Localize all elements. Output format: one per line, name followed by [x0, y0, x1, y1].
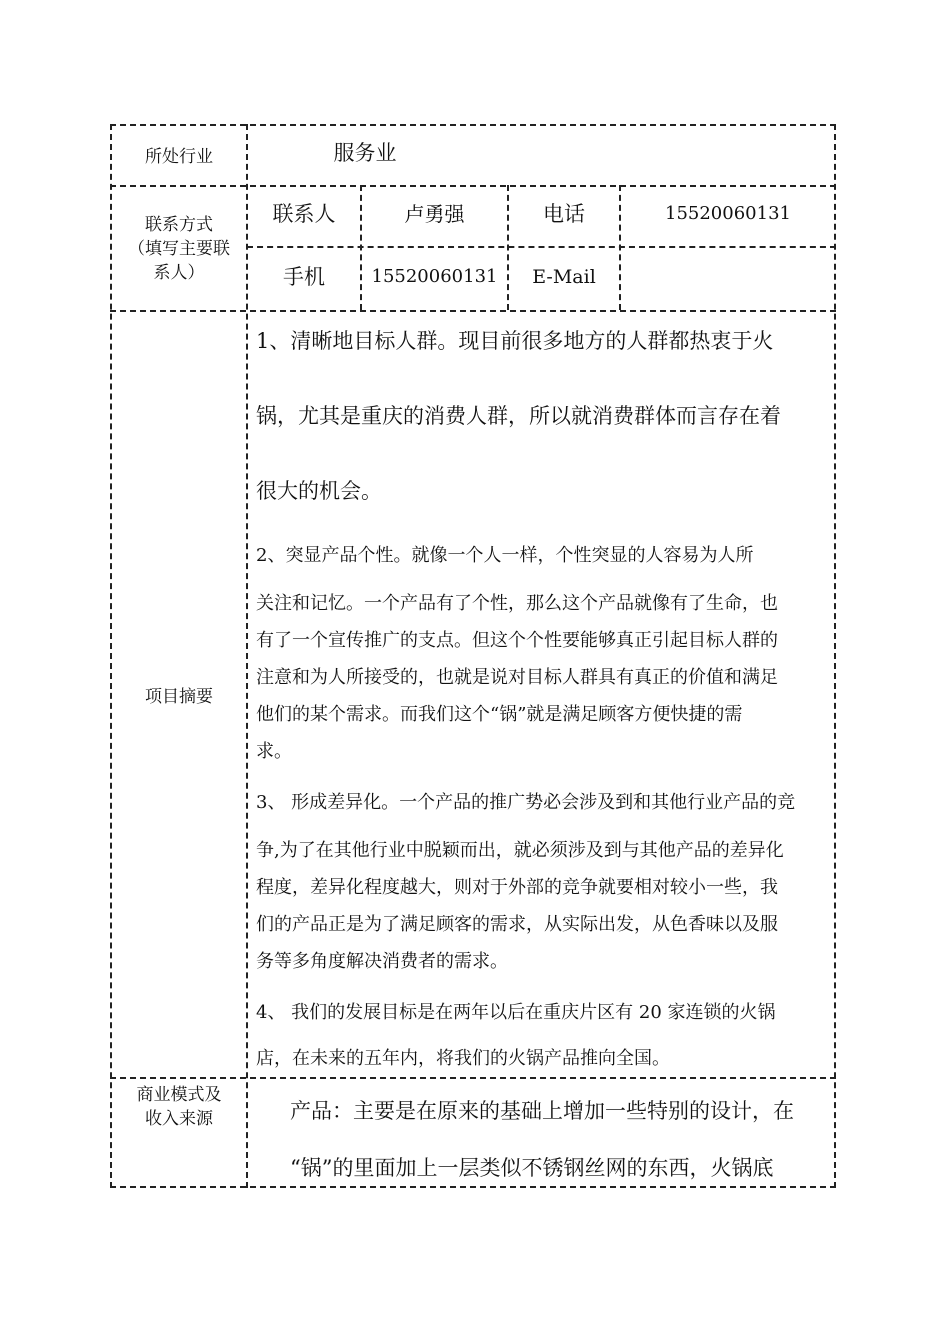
industry-value: 服务业 — [333, 141, 397, 165]
summary-line: 们的产品正是为了满足顾客的需求，从实际出发，从色香味以及服 — [256, 914, 778, 935]
summary-line: 很大的机会。 — [256, 479, 382, 503]
contact-label-line: 联系方式 — [145, 215, 213, 235]
contact-person-label: 联系人 — [272, 202, 336, 226]
phone-value: 15520060131 — [665, 203, 791, 224]
business-line: “锅”的里面加上一层类似不锈钢丝网的东西，火锅底 — [290, 1156, 774, 1180]
summary-line: 程度，差异化程度越大，则对于外部的竞争就要相对较小一些，我 — [256, 877, 778, 898]
summary-line: 他们的某个需求。而我们这个“锅”就是满足顾客方便快捷的需 — [256, 704, 743, 725]
summary-line: 关注和记忆。一个产品有了个性，那么这个产品就像有了生命，也 — [256, 593, 778, 614]
industry-label: 所处行业 — [145, 147, 213, 167]
business-label-line: 商业模式及 — [136, 1085, 222, 1105]
summary-line: 3、 形成差异化。一个产品的推广势必会涉及到和其他行业产品的竞 — [256, 792, 796, 813]
mobile-value: 15520060131 — [371, 266, 498, 287]
row-divider — [110, 310, 836, 312]
contact-label — [112, 213, 246, 285]
summary-line: 2、突显产品个性。就像一个人一样，个性突显的人容易为人所 — [256, 545, 754, 566]
summary-line: 有了一个宣传推广的支点。但这个个性要能够真正引起目标人群的 — [256, 630, 778, 651]
summary-line: 求。 — [256, 741, 292, 762]
business-label — [112, 1083, 246, 1131]
summary-line: 店，在未来的五年内，将我们的火锅产品推向全国。 — [256, 1048, 670, 1069]
row-divider — [247, 246, 836, 248]
contact-label-line: 系人） — [153, 263, 205, 283]
email-label: E-Mail — [532, 266, 596, 288]
row-divider — [110, 185, 836, 187]
summary-label: 项目摘要 — [145, 687, 213, 707]
mobile-label: 手机 — [283, 265, 325, 289]
business-label-line: 收入来源 — [145, 1109, 213, 1129]
summary-line: 务等多角度解决消费者的需求。 — [256, 951, 508, 972]
phone-label: 电话 — [543, 202, 585, 226]
contact-label-line: （填写主要联 — [128, 239, 230, 259]
row-divider — [110, 1077, 836, 1079]
summary-line: 4、 我们的发展目标是在两年以后在重庆片区有 20 家连锁的火锅 — [256, 1002, 776, 1023]
summary-line: 争,为了在其他行业中脱颖而出，就必须涉及到与其他产品的差异化 — [256, 840, 784, 861]
summary-line: 注意和为人所接受的，也就是说对目标人群具有真正的价值和满足 — [256, 667, 778, 688]
summary-line: 1、清晰地目标人群。现目前很多地方的人群都热衷于火 — [256, 329, 774, 353]
summary-line: 锅，尤其是重庆的消费人群，所以就消费群体而言存在着 — [256, 404, 781, 428]
contact-person-name: 卢勇强 — [404, 202, 465, 226]
business-line: 产品：主要是在原来的基础上增加一些特别的设计，在 — [290, 1099, 794, 1123]
